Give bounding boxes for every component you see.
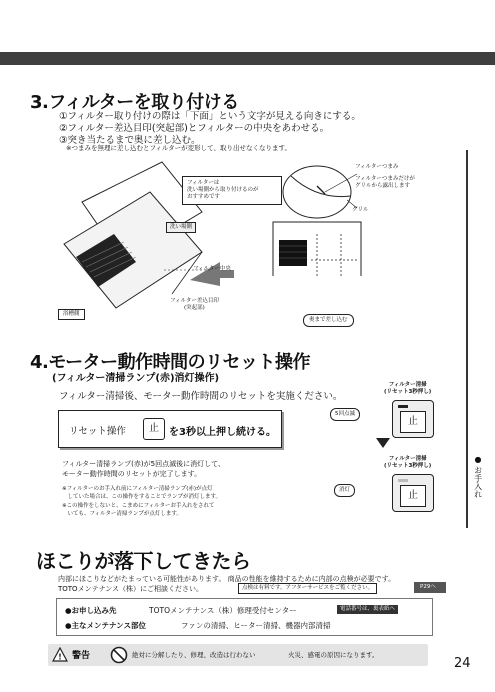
contact-phone-ref: 電話番号は、裏表紙へ	[337, 605, 398, 614]
label-filter-knob: フィルターつまみ	[355, 164, 399, 170]
section3-title: 3.フィルターを取り付ける	[30, 92, 239, 113]
section3-note: ※つまみを無理に差し込むとフィルターが変形して、取り出せなくなります。	[66, 144, 292, 152]
parts-label: ●主なメンテナンス部位	[65, 621, 146, 630]
dust-paid-notice: 点検は有料です。アフターサービスをご覧ください。	[238, 583, 377, 594]
reset-instruction: を3秒以上押し続ける。	[169, 427, 276, 438]
header-bar	[0, 52, 495, 65]
section3-step-3: ③突き当たるまで奥に差し込む。	[59, 135, 201, 146]
warning-text: 絶対に分解したり、修理、改造は行わない	[132, 651, 256, 659]
contact-value: TOTOメンテナンス（株）修理受付センター	[149, 606, 297, 615]
dust-contact-box	[56, 598, 433, 636]
section4-intro: フィルター清掃後、モーター動作時間のリセットを実施ください。	[59, 391, 343, 402]
label-insert-fully: 奥まで差し込む	[303, 314, 354, 327]
dust-line1: 内部にほこりなどがたまっている可能性があります。 商品の性能を維持するために内部の点検が必要です。	[58, 575, 396, 583]
warning-label: 警告	[72, 651, 91, 661]
svg-text:!: !	[58, 652, 62, 662]
prohibited-icon	[110, 646, 128, 664]
reset-button-icon: 止	[143, 418, 165, 440]
dust-title: ほこりが落下してきたら	[36, 549, 251, 573]
panel-bottom-lamp	[398, 479, 408, 482]
warning-bar	[48, 644, 428, 666]
panel-top-lamp	[398, 405, 408, 408]
panel-top	[392, 400, 434, 438]
sidebar-bullet: ●	[474, 455, 482, 464]
reset-note-3: ※この操作をしないと、こまめにフィルターお手入れをされて	[62, 503, 215, 509]
dust-line2-prefix: TOTOメンテナンス（株）にご相談ください。	[58, 585, 204, 593]
reset-instruction-box	[58, 410, 282, 448]
sidebar-tab	[468, 455, 488, 498]
label-knob-note: フィルターつまみだけが グリルから露出します	[355, 176, 415, 189]
parts-value: ファンの清掃、ヒーター清掃、機器内部清掃	[181, 621, 331, 630]
reset-result-text: フィルター清掃ランプ(赤)が5回点滅後に消灯して、 モーター動作時間のリセットが完了します。	[62, 460, 225, 478]
section4-subtitle: (フィルター清掃ランプ(赤)消灯操作)	[52, 373, 220, 384]
panel-bottom-button: 止	[400, 485, 426, 507]
label-filter-center: フィルター中央	[193, 266, 231, 272]
section3-step-1: ①フィルター取り付けの際は「下面」という文字が見える向きにする。	[59, 111, 361, 122]
callout-wash-side-note: フィルターは 洗い場側から取り付けるのが おすすめです	[182, 176, 282, 205]
panel-bottom-state: 消灯	[334, 484, 355, 497]
section3-step-2: ②フィルター差込目印(突起部)とフィルターの中央をあわせる。	[59, 123, 330, 134]
label-insert-mark: フィルター差込目印 (突起部)	[170, 298, 219, 311]
panel-top-lamp-label: フィルター清掃 (リセット3秒押し)	[384, 382, 432, 395]
arrow-down-icon	[376, 438, 390, 450]
panel-top-state: 5回点滅	[330, 408, 360, 421]
contact-label: ●お申し込み先	[65, 606, 117, 615]
page-number: 24	[454, 656, 471, 671]
reset-note-4: いても、フィルター清掃ランプが点灯します。	[62, 511, 182, 517]
label-bath-side: 浴槽側	[58, 309, 85, 320]
reset-label: リセット操作	[69, 426, 126, 437]
reset-note-1: ※フィルターのお手入れ前にフィルター清掃ランプ(赤)が点灯	[62, 486, 213, 492]
reset-note-2: していた場合は、この操作をすることでランプが消灯します。	[62, 494, 222, 500]
section4-title: 4.モーター動作時間のリセット操作	[30, 352, 310, 373]
warning-text-2: 火災、感電の原因になります。	[288, 651, 379, 659]
grill-detail-illustration	[265, 156, 385, 276]
sidebar-text: お手入れ	[473, 466, 483, 499]
panel-bottom	[392, 474, 434, 512]
label-wash-side: 洗い場側	[166, 222, 196, 233]
label-grill: グリル	[352, 207, 369, 213]
dust-page-ref: P29へ	[414, 582, 446, 593]
panel-bottom-lamp-label: フィルター清掃 (リセット3秒押し)	[384, 456, 432, 469]
warning-triangle-icon	[52, 647, 68, 662]
panel-top-button: 止	[400, 411, 426, 433]
